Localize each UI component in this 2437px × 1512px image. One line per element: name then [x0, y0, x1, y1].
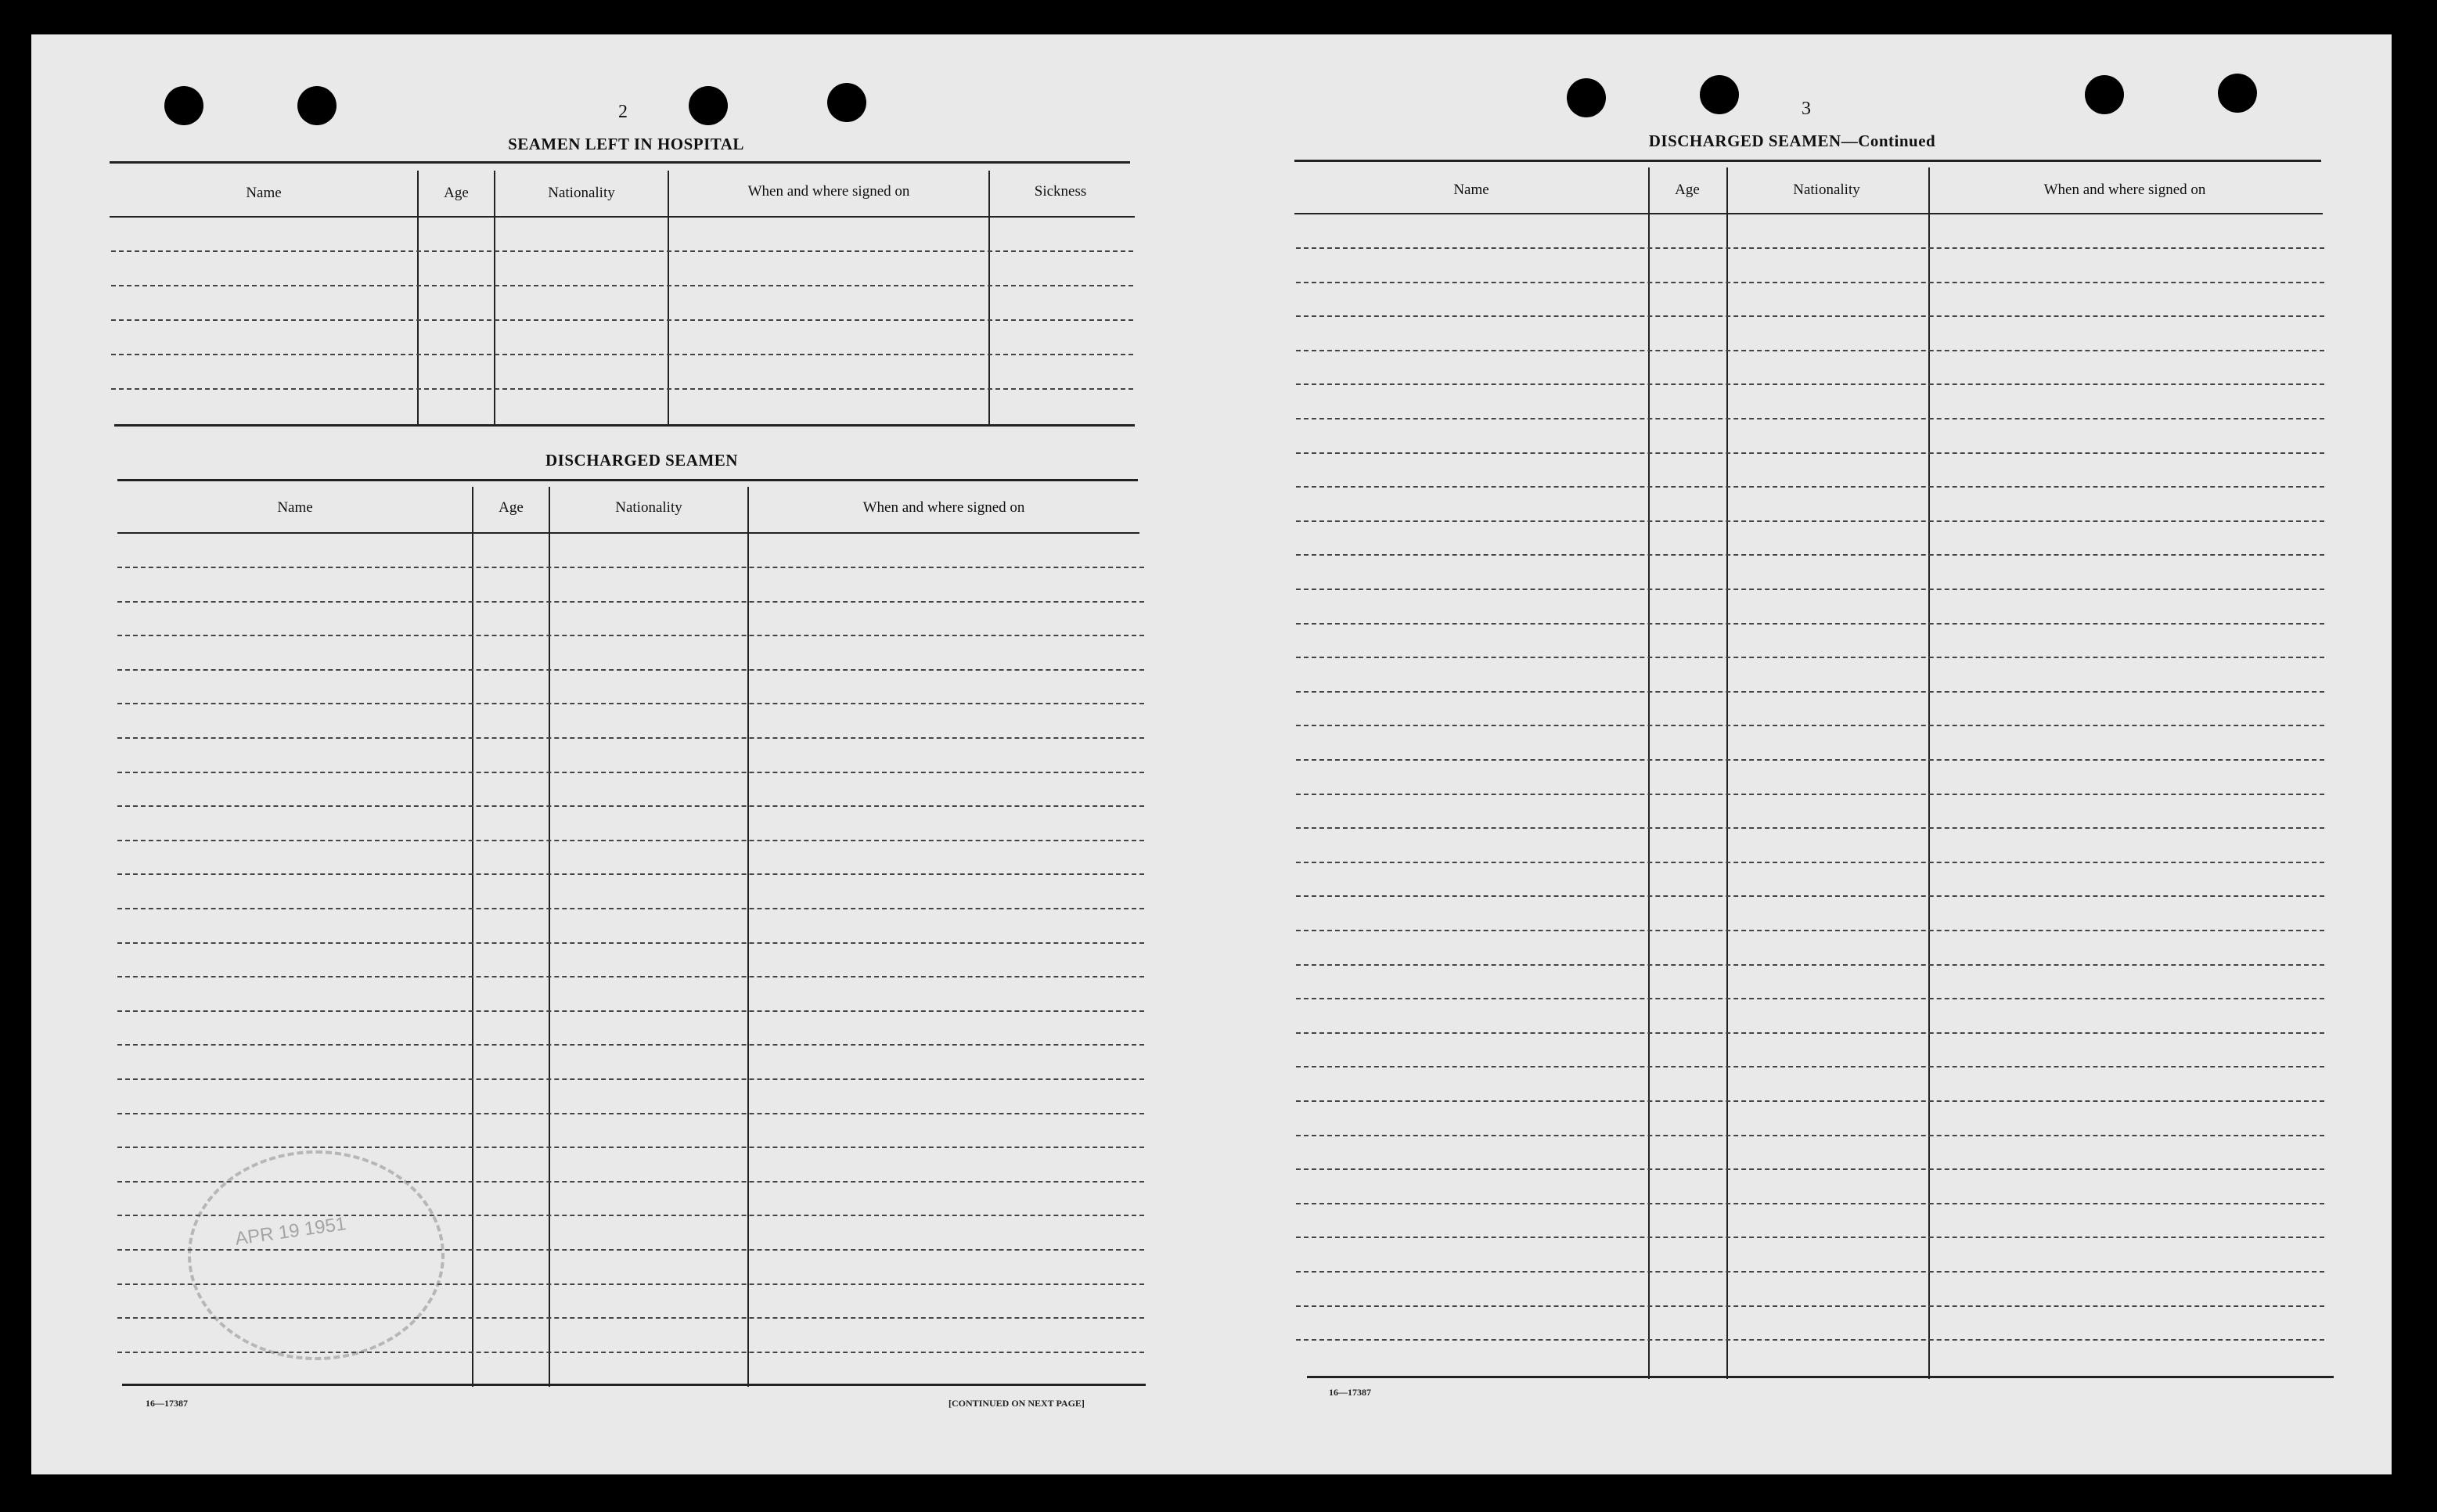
ruled-row-line [117, 635, 1144, 636]
ruled-row-line [117, 840, 1144, 841]
discharged-header-rule-right [1294, 213, 2323, 214]
ruled-row-line [117, 976, 1144, 977]
ruled-row-line [1296, 657, 2324, 658]
receipt-stamp [188, 1150, 445, 1360]
page-number-left: 2 [618, 102, 628, 122]
punch-hole [2085, 75, 2124, 114]
ruled-row-line [1296, 554, 2324, 556]
ruled-row-line [1296, 759, 2324, 761]
ruled-row-line [1296, 452, 2324, 454]
ruled-row-line [117, 805, 1144, 807]
hospital-row-line [111, 319, 1133, 321]
form-number-right: 16—17387 [1329, 1387, 1371, 1398]
ruled-row-line [117, 1113, 1144, 1114]
ruled-row-line [1296, 691, 2324, 693]
discharged-col-divider-left [472, 487, 473, 1387]
ruled-row-line [1296, 725, 2324, 726]
ruled-row-line [1296, 486, 2324, 488]
punch-hole [1700, 75, 1739, 114]
discharged-col-name-right: Name [1453, 182, 1489, 198]
punch-hole [689, 86, 728, 125]
ruled-row-line [1296, 589, 2324, 590]
punch-hole [2218, 74, 2257, 113]
punch-hole [164, 86, 203, 125]
continued-note: [CONTINUED ON NEXT PAGE] [949, 1398, 1085, 1409]
discharged-section-title-left: DISCHARGED SEAMEN [545, 451, 738, 470]
hospital-col-age: Age [444, 185, 469, 201]
hospital-header-rule [110, 216, 1135, 218]
ruled-row-line [117, 1147, 1144, 1148]
ruled-row-line [1296, 1100, 2324, 1102]
ruled-row-line [117, 737, 1144, 739]
discharged-col-signed-on-right: When and where signed on [2043, 182, 2206, 198]
discharged-table-bottom-rule-left [122, 1384, 1146, 1386]
discharged-title-suffix: —Continued [1841, 131, 1936, 150]
discharged-table-top-rule-left [117, 479, 1138, 481]
discharged-col-nationality-left: Nationality [615, 499, 682, 516]
ruled-row-line [1296, 794, 2324, 795]
discharged-table-top-rule-right [1294, 160, 2321, 162]
discharged-section-title-right [1550, 131, 2035, 151]
ruled-row-line [1296, 1135, 2324, 1136]
hospital-row-line [111, 354, 1133, 355]
discharged-col-divider-left [747, 487, 749, 1387]
ruled-row-line [117, 703, 1144, 704]
ruled-row-line [117, 1044, 1144, 1046]
ruled-row-line [117, 601, 1144, 603]
ruled-row-line [1296, 1237, 2324, 1238]
ruled-row-line [117, 772, 1144, 773]
ruled-row-line [1296, 520, 2324, 522]
ruled-row-line [1296, 1066, 2324, 1067]
receipt-stamp-date: APR 19 1951 [233, 1213, 347, 1250]
discharged-title-main: DISCHARGED SEAMEN [1648, 131, 1841, 150]
ruled-row-line [117, 908, 1144, 909]
ruled-row-line [1296, 964, 2324, 966]
ruled-row-line [1296, 862, 2324, 863]
ruled-row-line [1296, 623, 2324, 625]
ruled-row-line [117, 1078, 1144, 1080]
ruled-row-line [1296, 418, 2324, 419]
page-number-right: 3 [1802, 99, 1811, 119]
ruled-row-line [1296, 247, 2324, 249]
ruled-row-line [117, 873, 1144, 875]
ruled-row-line [1296, 1168, 2324, 1170]
hospital-col-nationality: Nationality [548, 185, 615, 201]
ruled-row-line [1296, 930, 2324, 931]
form-number-left: 16—17387 [146, 1398, 188, 1409]
discharged-col-name-left: Name [277, 499, 313, 516]
discharged-col-nationality-right: Nationality [1793, 182, 1860, 198]
discharged-header-rule-left [117, 532, 1139, 534]
ruled-row-line [1296, 1271, 2324, 1273]
punch-hole [1567, 78, 1606, 117]
hospital-col-sickness: Sickness [1034, 183, 1087, 200]
hospital-row-line [111, 285, 1133, 286]
ruled-row-line [1296, 827, 2324, 829]
discharged-col-age-right: Age [1675, 182, 1700, 198]
hospital-col-name: Name [246, 185, 282, 201]
punch-hole [297, 86, 337, 125]
discharged-col-divider-left [549, 487, 550, 1387]
ruled-row-line [1296, 315, 2324, 317]
ruled-row-line [1296, 1305, 2324, 1307]
ruled-row-line [1296, 1339, 2324, 1341]
ruled-row-line [1296, 1203, 2324, 1204]
ruled-row-line [1296, 282, 2324, 283]
discharged-col-age-left: Age [499, 499, 524, 516]
ruled-row-line [1296, 998, 2324, 999]
hospital-section-title: SEAMEN LEFT IN HOSPITAL [508, 135, 744, 153]
ruled-row-line [1296, 895, 2324, 897]
discharged-col-signed-on-left: When and where signed on [862, 499, 1025, 516]
hospital-table-top-rule [110, 161, 1130, 164]
hospital-table-bottom-rule [114, 424, 1135, 427]
ruled-row-line [1296, 383, 2324, 385]
ruled-row-line [117, 669, 1144, 671]
ruled-row-line [117, 942, 1144, 944]
ruled-row-line [1296, 350, 2324, 351]
ruled-row-line [117, 1010, 1144, 1012]
ruled-row-line [117, 567, 1144, 568]
punch-hole [827, 83, 866, 122]
hospital-col-signed-on: When and where signed on [747, 183, 910, 200]
hospital-row-line [111, 250, 1133, 252]
hospital-row-line [111, 388, 1133, 390]
discharged-table-bottom-rule-right [1307, 1376, 2334, 1378]
ruled-row-line [1296, 1032, 2324, 1034]
